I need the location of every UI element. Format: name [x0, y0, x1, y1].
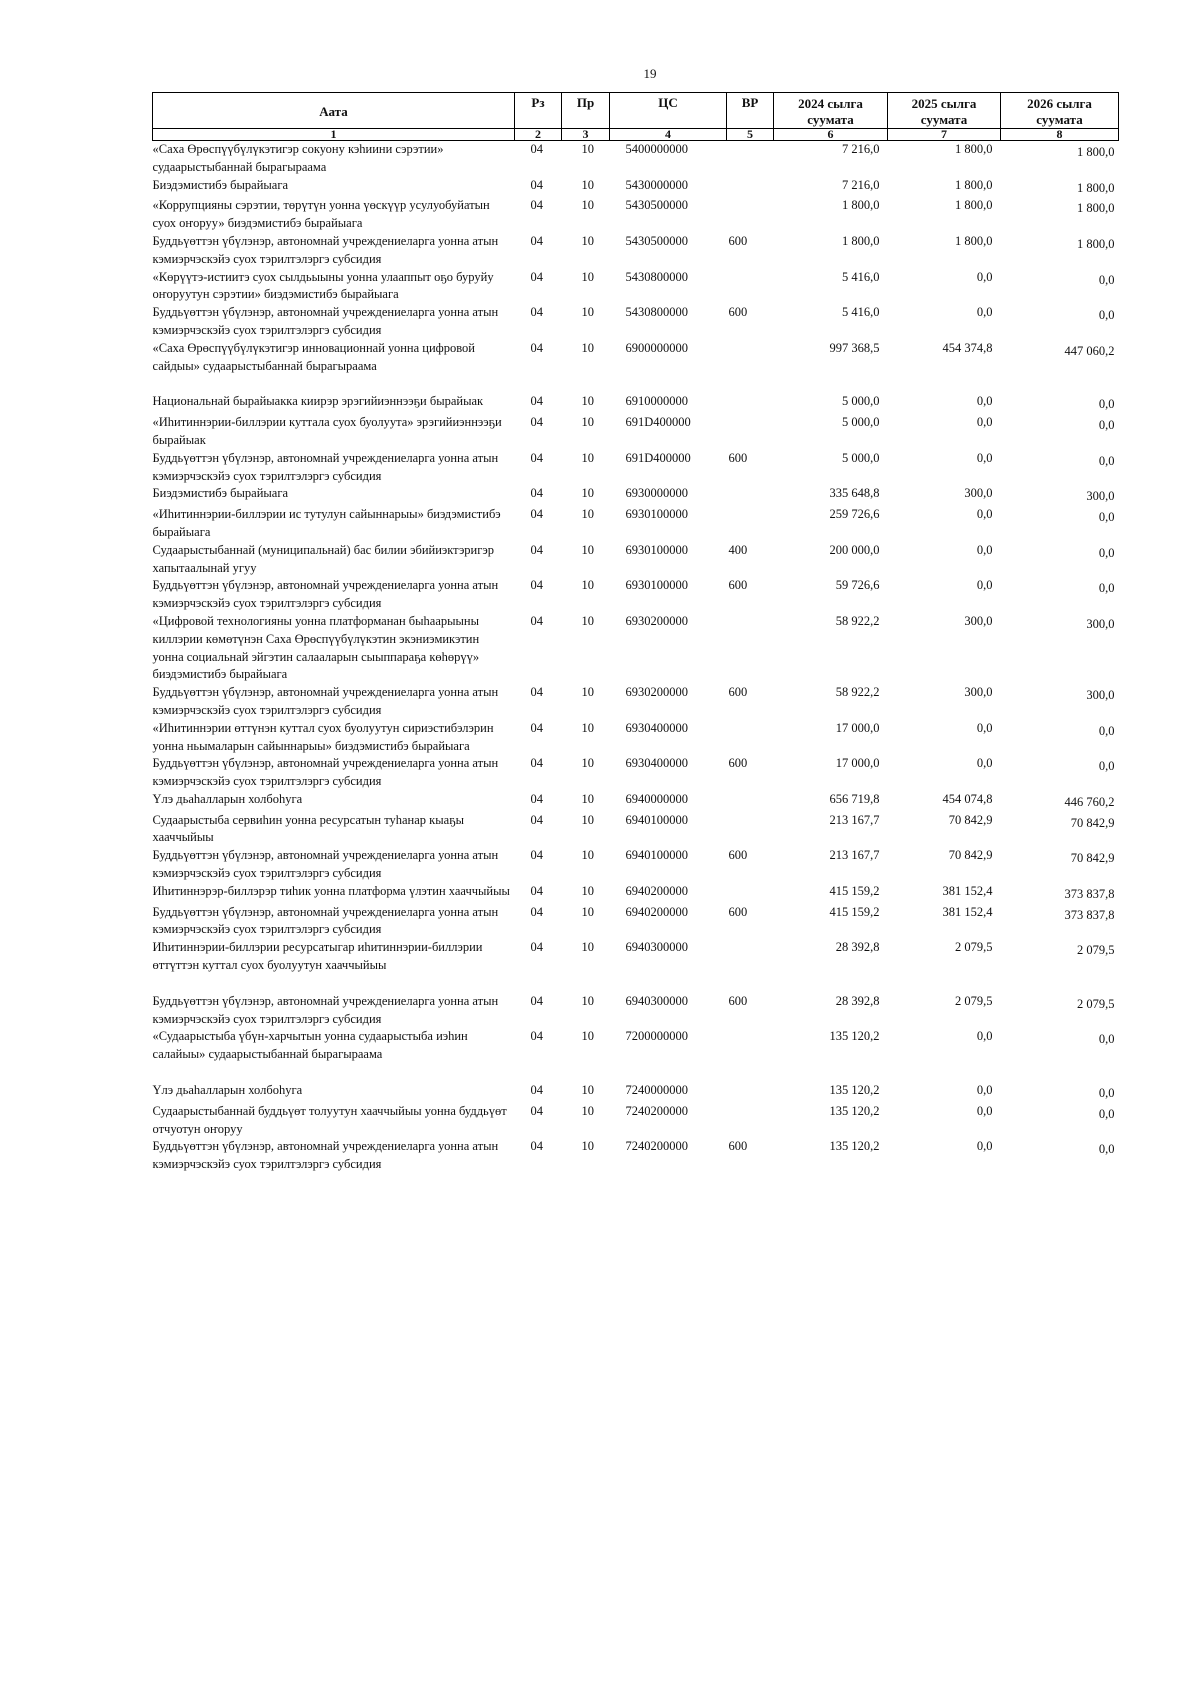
cs-cell: 5430500000: [625, 233, 688, 248]
vr-cell: 600: [728, 756, 748, 771]
row-name-cell: Буддьүөттэн үбүлэнэр, автономнай учреждениеларга уонна атын кэмиэрчэскэйэ суох тэрилтэлэргэ субсидия: [152, 305, 499, 337]
header-2024: 2024 сылга суумата: [774, 93, 888, 129]
cs-cell: 7240000000: [625, 1083, 688, 1098]
cs-cell: 5430800000: [625, 269, 688, 284]
amount-2026-cell: 0,0: [1098, 581, 1115, 596]
cs-cell: 7200000000: [625, 1029, 688, 1044]
amount-2026-cell: 300,0: [1086, 489, 1115, 504]
vr-cell: [727, 414, 774, 450]
amount-2025-cell: 1 800,0: [955, 142, 993, 156]
rz-cell: 04: [530, 340, 543, 355]
cs-cell: 691D400000: [625, 415, 691, 430]
amount-2024-cell: 415 159,2: [829, 904, 880, 919]
amount-2026-cell: 2 079,5: [1077, 943, 1115, 958]
amount-2025-cell: 1 800,0: [955, 177, 993, 192]
amount-2026-cell: 373 837,8: [1064, 907, 1115, 922]
amount-2026-cell: 1 800,0: [1077, 145, 1115, 159]
rz-cell: 04: [530, 613, 543, 628]
amount-2024-cell: 5 416,0: [842, 269, 880, 284]
pr-cell: 10: [581, 904, 594, 919]
amount-2024-cell: 7 216,0: [842, 142, 880, 156]
table-row: [153, 1103, 1119, 1139]
amount-2025-cell: 70 842,9: [948, 812, 993, 827]
pr-cell: 10: [581, 848, 594, 863]
pr-cell: 10: [581, 791, 594, 806]
amount-2026-cell: 447 060,2: [1064, 343, 1115, 358]
pr-cell: 10: [581, 177, 594, 192]
table-row: [153, 791, 1119, 812]
cs-cell: 5430000000: [625, 177, 688, 192]
amount-2026-cell: 0,0: [1098, 510, 1115, 525]
header-2026: 2026 сылга суумата: [1001, 93, 1119, 129]
rz-cell: 04: [530, 142, 543, 156]
amount-2025-cell: 381 152,4: [942, 904, 993, 919]
table-row: [153, 485, 1119, 506]
rz-cell: 04: [530, 394, 543, 409]
rz-cell: 04: [530, 1139, 543, 1154]
table-row: [153, 141, 1119, 177]
vr-cell: [727, 720, 774, 756]
pr-cell: 10: [581, 812, 594, 827]
rz-cell: 04: [530, 415, 543, 430]
amount-2025-cell: 300,0: [964, 685, 993, 700]
amount-2024-cell: 5 000,0: [842, 394, 880, 409]
amount-2026-cell: 0,0: [1098, 1086, 1115, 1101]
amount-2024-cell: 259 726,6: [829, 507, 880, 522]
vr-cell: 600: [728, 450, 748, 465]
row-name-cell: «Көрүүтэ-истиитэ суох сылдьыыны уонна улааппыт оҕо буруйу оҥоруутун сэрэтии» биэдэмистибэ бырайыага: [152, 269, 494, 302]
row-name-cell: Буддьүөттэн үбүлэнэр, автономнай учреждениеларга уонна атын кэмиэрчэскэйэ суох тэрилтэлэргэ субсидия: [152, 904, 499, 937]
amount-2026-cell: 2 079,5: [1077, 996, 1115, 1011]
cs-cell: 6930200000: [625, 613, 688, 628]
amount-2025-cell: 0,0: [976, 450, 993, 465]
amount-2024-cell: 335 648,8: [829, 486, 880, 501]
table-row: [153, 233, 1119, 269]
row-name-cell: «Саха Өрөспүүбүлүкэтигэр инновационнай уонна цифровой сайдыы» судаарыстыбаннай бырагыраама: [152, 340, 475, 373]
amount-2025-cell: 300,0: [964, 486, 993, 501]
column-number: 3: [562, 129, 610, 141]
vr-cell: 600: [728, 848, 748, 863]
amount-2026-cell: 0,0: [1098, 1032, 1115, 1047]
amount-2025-cell: 0,0: [976, 507, 993, 522]
row-name-cell: Судаарыстыбаннай буддьүөт толуутун хааччыйыы уонна буддьүөт отчуотун оҥоруу: [152, 1103, 507, 1136]
cs-cell: 6930100000: [625, 542, 688, 557]
pr-cell: 10: [581, 1029, 594, 1044]
vr-cell: [727, 485, 774, 506]
vr-cell: [727, 812, 774, 848]
column-number-row: [153, 129, 1119, 141]
rz-cell: 04: [530, 578, 543, 593]
amount-2025-cell: 1 800,0: [955, 198, 993, 213]
amount-2025-cell: 0,0: [976, 542, 993, 557]
pr-cell: 10: [581, 305, 594, 320]
budget-table: [152, 92, 1119, 1174]
amount-2024-cell: 1 800,0: [842, 233, 880, 248]
row-name-cell: Буддьүөттэн үбүлэнэр, автономнай учреждениеларга уонна атын кэмиэрчэскэйэ суох тэрилтэлэргэ субсидия: [152, 756, 499, 789]
table-row: [153, 684, 1119, 720]
amount-2024-cell: 997 368,5: [829, 340, 880, 355]
amount-2024-cell: 58 922,2: [835, 685, 880, 700]
row-name-cell: Үлэ дьаһалларын холбоһуга: [152, 791, 303, 806]
amount-2024-cell: 5 416,0: [842, 305, 880, 320]
pr-cell: 10: [581, 233, 594, 248]
vr-cell: [727, 393, 774, 414]
amount-2026-cell: 1 800,0: [1077, 236, 1115, 251]
table-row: [153, 269, 1119, 305]
cs-cell: 6940000000: [625, 791, 688, 806]
row-name-cell: Буддьүөттэн үбүлэнэр, автономнай учреждениеларга уонна атын кэмиэрчэскэйэ суох тэрилтэлэргэ субсидия: [152, 578, 499, 611]
table-row: [153, 414, 1119, 450]
row-name-cell: Буддьүөттэн үбүлэнэр, автономнай учреждениеларга уонна атын кэмиэрчэскэйэ суох тэрилтэлэргэ субсидия: [152, 450, 499, 483]
amount-2024-cell: 7 216,0: [842, 177, 880, 192]
cs-cell: 6930200000: [625, 685, 688, 700]
cs-cell: 6940100000: [625, 812, 688, 827]
amount-2024-cell: 200 000,0: [829, 542, 880, 557]
rz-cell: 04: [530, 883, 543, 898]
amount-2024-cell: 58 922,2: [835, 613, 880, 628]
pr-cell: 10: [581, 340, 594, 355]
cs-cell: 6930000000: [625, 486, 688, 501]
pr-cell: 10: [581, 578, 594, 593]
row-name-cell: Судаарыстыбаннай (муниципальнай) бас билии эбийиэктэригэр хапытаалынай угуу: [152, 542, 494, 575]
amount-2025-cell: 454 074,8: [942, 791, 993, 806]
row-name-cell: «Иһитиннэрии өттүнэн куттал суох буолуутун сириэстибэлэрин уонна ньымаларын сайыннарыы» биэдэмистибэ бырайыага: [152, 720, 494, 753]
table-row: [153, 1082, 1119, 1103]
table-row: [153, 847, 1119, 883]
row-name-cell: Биэдэмистибэ бырайыага: [152, 177, 289, 192]
amount-2024-cell: 415 159,2: [829, 883, 880, 898]
cs-cell: 6910000000: [625, 394, 688, 409]
table-row: [153, 393, 1119, 414]
amount-2026-cell: 70 842,9: [1070, 815, 1115, 830]
row-name-cell: Национальнай бырайыакка киирэр эрэгийиэннээҕи бырайыак: [152, 394, 484, 409]
table-row: [153, 577, 1119, 613]
row-name-cell: Иһитиннэрии-биллэрии ресурсатыгар иһитиннэрии-биллэрии өттүттэн куттал суох буолуутун хааччыйыы: [152, 940, 483, 973]
vr-cell: [727, 340, 774, 394]
amount-2024-cell: 17 000,0: [835, 720, 880, 735]
cs-cell: 6930100000: [625, 507, 688, 522]
rz-cell: 04: [530, 269, 543, 284]
pr-cell: 10: [581, 883, 594, 898]
table-row: [153, 613, 1119, 684]
pr-cell: 10: [581, 507, 594, 522]
table-row: [153, 542, 1119, 578]
page-number: 19: [643, 66, 657, 81]
pr-cell: 10: [581, 1083, 594, 1098]
amount-2026-cell: 446 760,2: [1064, 794, 1115, 809]
rz-cell: 04: [530, 940, 543, 955]
cs-cell: 5430500000: [625, 198, 688, 213]
pr-cell: 10: [581, 685, 594, 700]
vr-cell: [727, 197, 774, 233]
table-row: [153, 755, 1119, 791]
amount-2026-cell: 0,0: [1098, 453, 1115, 468]
table-header-row: [153, 93, 1119, 129]
amount-2024-cell: 135 120,2: [829, 1139, 880, 1154]
pr-cell: 10: [581, 542, 594, 557]
rz-cell: 04: [530, 177, 543, 192]
row-name-cell: «Саха Өрөспүүбүлүкэтигэр сокуону кэһиини сэрэтии» судаарыстыбаннай бырагыраама: [152, 142, 444, 174]
column-number: 1: [153, 129, 515, 141]
amount-2026-cell: 1 800,0: [1077, 180, 1115, 195]
vr-cell: [727, 939, 774, 993]
table-row: [153, 904, 1119, 940]
amount-2026-cell: 0,0: [1098, 272, 1115, 287]
amount-2024-cell: 5 000,0: [842, 450, 880, 465]
amount-2026-cell: 300,0: [1086, 688, 1115, 703]
table-row: [153, 720, 1119, 756]
amount-2025-cell: 0,0: [976, 1029, 993, 1044]
vr-cell: [727, 177, 774, 198]
cs-cell: 6930400000: [625, 720, 688, 735]
amount-2026-cell: 1 800,0: [1077, 201, 1115, 216]
table-row: [153, 177, 1119, 198]
amount-2025-cell: 454 374,8: [942, 340, 993, 355]
table-row: [153, 1028, 1119, 1082]
rz-cell: 04: [530, 233, 543, 248]
amount-2025-cell: 0,0: [976, 1139, 993, 1154]
amount-2025-cell: 0,0: [976, 578, 993, 593]
header-cs: ЦС: [610, 93, 727, 129]
pr-cell: 10: [581, 940, 594, 955]
amount-2025-cell: 2 079,5: [955, 940, 993, 955]
amount-2024-cell: 1 800,0: [842, 198, 880, 213]
column-number: 7: [888, 129, 1001, 141]
row-name-cell: Үлэ дьаһалларын холбоһуга: [152, 1083, 303, 1098]
row-name-cell: Буддьүөттэн үбүлэнэр, автономнай учреждениеларга уонна атын кэмиэрчэскэйэ суох тэрилтэлэргэ субсидия: [152, 1139, 499, 1172]
amount-2026-cell: 0,0: [1098, 397, 1115, 412]
amount-2025-cell: 0,0: [976, 720, 993, 735]
pr-cell: 10: [581, 486, 594, 501]
cs-cell: 6930100000: [625, 578, 688, 593]
amount-2025-cell: 0,0: [976, 756, 993, 771]
table-row: [153, 883, 1119, 904]
vr-cell: [727, 1103, 774, 1139]
rz-cell: 04: [530, 993, 543, 1008]
cs-cell: 7240200000: [625, 1103, 688, 1118]
vr-cell: [727, 883, 774, 904]
amount-2024-cell: 213 167,7: [829, 812, 880, 827]
vr-cell: 600: [728, 685, 748, 700]
row-name-cell: Судаарыстыба сервиһин уонна ресурсатын туһанар кыаҕы хааччыйыы: [152, 812, 465, 845]
vr-cell: [727, 269, 774, 305]
vr-cell: 600: [728, 578, 748, 593]
amount-2024-cell: 28 392,8: [835, 940, 880, 955]
cs-cell: 6940200000: [625, 883, 688, 898]
amount-2025-cell: 0,0: [976, 415, 993, 430]
vr-cell: 600: [728, 305, 748, 320]
amount-2024-cell: 5 000,0: [842, 415, 880, 430]
header-pr: Пр: [562, 93, 610, 129]
amount-2025-cell: 70 842,9: [948, 848, 993, 863]
vr-cell: [727, 1028, 774, 1082]
vr-cell: 600: [728, 233, 748, 248]
pr-cell: 10: [581, 269, 594, 284]
amount-2026-cell: 0,0: [1098, 418, 1115, 433]
vr-cell: [727, 791, 774, 812]
row-name-cell: Буддьүөттэн үбүлэнэр, автономнай учреждениеларга уонна атын кэмиэрчэскэйэ суох тэрилтэлэргэ субсидия: [152, 233, 499, 266]
row-name-cell: Буддьүөттэн үбүлэнэр, автономнай учреждениеларга уонна атын кэмиэрчэскэйэ суох тэрилтэлэргэ субсидия: [152, 993, 499, 1026]
amount-2025-cell: 0,0: [976, 1103, 993, 1118]
column-number: 6: [774, 129, 888, 141]
row-name-cell: «Иһитиннэрии-биллэрии куттала суох буолуута» эрэгийиэннээҕи бырайыак: [152, 415, 502, 447]
cs-cell: 6930400000: [625, 756, 688, 771]
amount-2026-cell: 300,0: [1086, 616, 1115, 631]
amount-2026-cell: 373 837,8: [1064, 886, 1115, 901]
pr-cell: 10: [581, 756, 594, 771]
rz-cell: 04: [530, 450, 543, 465]
rz-cell: 04: [530, 904, 543, 919]
vr-cell: 400: [728, 542, 748, 557]
table-row: [153, 506, 1119, 542]
row-name-cell: «Цифровой технологияны уонна платформанан быһаарыыны киллэрии көмөтүнэн Саха Өрөспүүбүлүкэтин экэниэмикэтин уонна социальнай эйгэтин салааларын сыыппараҕа көһөрүү» биэдэмистибэ бырайыага: [152, 613, 480, 682]
row-name-cell: Иһитиннэрэр-биллэрэр тиһик уонна платформа үлэтин хааччыйыы: [152, 883, 510, 898]
cs-cell: 5430800000: [625, 305, 688, 320]
rz-cell: 04: [530, 198, 543, 213]
rz-cell: 04: [530, 1083, 543, 1098]
pr-cell: 10: [581, 1139, 594, 1154]
table-row: [153, 304, 1119, 340]
amount-2026-cell: 0,0: [1098, 308, 1115, 323]
pr-cell: 10: [581, 720, 594, 735]
vr-cell: [727, 141, 774, 177]
header-2025: 2025 сылга суумата: [888, 93, 1001, 129]
row-name-cell: «Коррупцияны сэрэтии, төрүтүн уонна үөскүүр усулуобуйатын суох оҥоруу» биэдэмистибэ бырайыага: [152, 198, 490, 231]
amount-2024-cell: 656 719,8: [829, 791, 880, 806]
amount-2025-cell: 0,0: [976, 394, 993, 409]
pr-cell: 10: [581, 993, 594, 1008]
row-name-cell: Биэдэмистибэ бырайыага: [152, 486, 289, 501]
rz-cell: 04: [530, 720, 543, 735]
amount-2025-cell: 1 800,0: [955, 233, 993, 248]
row-name-cell: «Судаарыстыба үбүн-харчытын уонна судаарыстыба иэһин салайыы» судаарыстыбаннай бырагыраама: [152, 1029, 468, 1062]
amount-2025-cell: 300,0: [964, 613, 993, 628]
table-body: [153, 141, 1119, 1175]
amount-2024-cell: 135 120,2: [829, 1083, 880, 1098]
table-row: [153, 939, 1119, 993]
vr-cell: 600: [728, 993, 748, 1008]
amount-2025-cell: 0,0: [976, 305, 993, 320]
table-row: [153, 812, 1119, 848]
amount-2026-cell: 0,0: [1098, 723, 1115, 738]
row-name-cell: Буддьүөттэн үбүлэнэр, автономнай учреждениеларга уонна атын кэмиэрчэскэйэ суох тэрилтэлэргэ субсидия: [152, 848, 499, 881]
column-number: 4: [610, 129, 727, 141]
amount-2026-cell: 0,0: [1098, 545, 1115, 560]
header-name: Аата: [153, 93, 515, 129]
rz-cell: 04: [530, 848, 543, 863]
cs-cell: 7240200000: [625, 1139, 688, 1154]
pr-cell: 10: [581, 415, 594, 430]
table-row: [153, 197, 1119, 233]
rz-cell: 04: [530, 486, 543, 501]
cs-cell: 6940300000: [625, 993, 688, 1008]
cs-cell: 6900000000: [625, 340, 688, 355]
cs-cell: 691D400000: [625, 450, 691, 465]
column-number: 5: [727, 129, 774, 141]
pr-cell: 10: [581, 198, 594, 213]
amount-2024-cell: 213 167,7: [829, 848, 880, 863]
amount-2024-cell: 17 000,0: [835, 756, 880, 771]
rz-cell: 04: [530, 812, 543, 827]
rz-cell: 04: [530, 507, 543, 522]
amount-2024-cell: 135 120,2: [829, 1029, 880, 1044]
column-number: 8: [1001, 129, 1119, 141]
table-row: [153, 993, 1119, 1029]
amount-2024-cell: 59 726,6: [835, 578, 880, 593]
cs-cell: 6940300000: [625, 940, 688, 955]
vr-cell: [727, 613, 774, 684]
table-row: [153, 1138, 1119, 1174]
rz-cell: 04: [530, 756, 543, 771]
amount-2024-cell: 135 120,2: [829, 1103, 880, 1118]
rz-cell: 04: [530, 791, 543, 806]
amount-2025-cell: 2 079,5: [955, 993, 993, 1008]
row-name-cell: Буддьүөттэн үбүлэнэр, автономнай учреждениеларга уонна атын кэмиэрчэскэйэ суох тэрилтэлэргэ субсидия: [152, 685, 499, 717]
cs-cell: 5400000000: [625, 142, 688, 156]
row-name-cell: «Иһитиннэрии-биллэрии ис тутулун сайыннарыы» биэдэмистибэ бырайыага: [152, 507, 501, 539]
vr-cell: 600: [728, 1139, 748, 1154]
pr-cell: 10: [581, 142, 594, 156]
amount-2026-cell: 0,0: [1098, 1142, 1115, 1157]
vr-cell: 600: [728, 904, 748, 919]
pr-cell: 10: [581, 613, 594, 628]
rz-cell: 04: [530, 1029, 543, 1044]
rz-cell: 04: [530, 1103, 543, 1118]
pr-cell: 10: [581, 394, 594, 409]
cs-cell: 6940100000: [625, 848, 688, 863]
vr-cell: [727, 1082, 774, 1103]
table-row: [153, 340, 1119, 394]
amount-2026-cell: 0,0: [1098, 759, 1115, 774]
column-number: 2: [515, 129, 562, 141]
rz-cell: 04: [530, 685, 543, 700]
amount-2025-cell: 0,0: [976, 1083, 993, 1098]
table-row: [153, 450, 1119, 486]
header-vr: ВР: [727, 93, 774, 129]
pr-cell: 10: [581, 450, 594, 465]
rz-cell: 04: [530, 305, 543, 320]
amount-2024-cell: 28 392,8: [835, 993, 880, 1008]
pr-cell: 10: [581, 1103, 594, 1118]
rz-cell: 04: [530, 542, 543, 557]
amount-2026-cell: 70 842,9: [1070, 851, 1115, 866]
amount-2025-cell: 0,0: [976, 269, 993, 284]
header-rz: Рз: [515, 93, 562, 129]
cs-cell: 6940200000: [625, 904, 688, 919]
amount-2026-cell: 0,0: [1098, 1106, 1115, 1121]
vr-cell: [727, 506, 774, 542]
amount-2025-cell: 381 152,4: [942, 883, 993, 898]
